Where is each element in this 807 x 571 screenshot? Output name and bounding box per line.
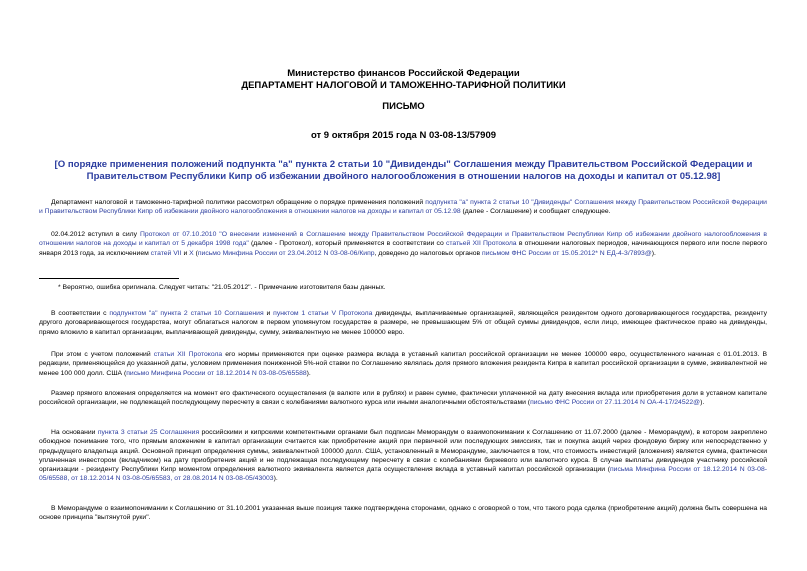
link-article-x[interactable]: X: [189, 249, 194, 257]
text: В соответствии с: [51, 310, 110, 317]
text: Размер прямого вложения определяется на момент его фактического осуществления (в валюте или в рублях) и равен сумме, фактически уплаченной на дату внесения вклада или приобретения доли в уставном капитале российской организации, не подлежащей последующему пересчету в связи с колебаниями валютного курса или иными аналогичными обстоятельствами (: [39, 390, 767, 407]
text: (: [193, 249, 198, 257]
text: в отношении налоговых периодов, начинающихся первого или после первого января 2013 года, за исключением: [39, 240, 767, 257]
link-agreement-article-10[interactable]: подпунктом "а" пункта 2 статьи 10 Соглашения: [109, 310, 264, 317]
document-type: ПИСЬМО: [382, 101, 425, 112]
footnote: * Вероятно, ошибка оригинала. Следует читать: "21.05.2012". - Примечание изготовителя базы данных.: [58, 284, 386, 291]
paragraph-investment-size: [39, 389, 767, 408]
link-article-vii[interactable]: статей VII: [150, 249, 182, 257]
text: ).: [273, 475, 278, 483]
link-protocol-article-xii-2[interactable]: статьи XII Протокола: [153, 351, 223, 358]
text: и: [263, 310, 274, 317]
paragraph-protocol: [39, 230, 767, 258]
paragraph-dividend-rate: [39, 309, 767, 337]
text: На основании: [51, 429, 98, 436]
link-minfin-letter-65588[interactable]: письмо Минфина России от 18.12.2014 N 03-08-05/65588: [126, 369, 307, 377]
text: его нормы применяются при оценке размера вклада в уставный капитал российской организации не менее 100000 евро, осуществленного начиная с 01.01.2013. В редакции, применяющейся до указанной даты, условием применения пониженной 5%-ной ставки по Соглашению являлась доля прямого вложения резидента Кипра в капитал российской организации в сумме, эквивалентной не менее 100 000 долл. США (: [39, 351, 767, 377]
footnote-divider: [39, 278, 179, 279]
paragraph-protocol-application: [39, 350, 767, 378]
document-title: [40, 159, 767, 183]
link-minfin-letter-2012[interactable]: письмо Минфина России от 23.04.2012 N 03-08-06/Кипр: [197, 249, 375, 257]
document-date-number: от 9 октября 2015 года N 03-08-13/57909: [310, 130, 497, 141]
paragraph-memorandum: [39, 428, 767, 484]
link-protocol-article-v[interactable]: пунктом 1 статьи V Протокола: [273, 310, 373, 317]
text: При этом с учетом положений: [51, 351, 154, 358]
text: и: [181, 249, 190, 257]
link-fns-letter-24522[interactable]: письмо ФНС России от 27.11.2014 N ОА-4-17/24522@: [530, 399, 701, 407]
ministry-name: Министерство финансов Российской Федерации: [287, 68, 520, 79]
paragraph-memorandum-2001: [39, 504, 767, 523]
link-fns-letter-2012[interactable]: письмом ФНС России от 15.05.2012* N ЕД-4-3/7893@: [482, 249, 652, 257]
link-minfin-letters-2014[interactable]: письма Минфина России от 18.12.2014 N 03-08-05/65588, от 18.12.2014 N 03-08-05/65583, от 28.08.2014 N 03-08-05/43003: [39, 466, 767, 483]
title-prefix: [О порядке применения положений: [54, 159, 227, 170]
link-agreement-subparagraph[interactable]: подпункта "а" пункта 2 статьи 10 "Дивиденды" Соглашения между Правительством Российской Федерации и Правительством Республики Кипр об избежании двойного налогообложения в отношении налогов на доходы и капитал от 05.12.98: [39, 199, 767, 216]
text: ).: [700, 399, 705, 407]
paragraph-intro: [39, 198, 767, 217]
text: российскими и кипрскими компетентными органами был подписан Меморандум о взаимопонимании к Соглашению от 11.07.2000 (далее - Меморандум), в котором закреплено обоюдное понимание того, что прямым вложением в капитал организации считается как приобретение акций при первичной или последующих эмиссиях, так и покупка акций через фондовую биржу или непосредственно у предыдущего владельца акций. Основной принцип определения суммы, эквивалентной 100000 долл. США, установленный в Меморандуме, заключается в том, что стоимость инвестиций (вложения) является сумма, фактически уплаченная инвестором (вкладчиком) на дату приобретения акций и не подлежащая последующему пересчету в связи с колебаниями биржевого или валютного курса. В случае выплаты дивидендов участнику российской организации - резиденту Республики Кипр моментом определения валютного эквивалента является дата осуществления вклада в уставный капитал российской организации (: [39, 429, 767, 474]
link-protocol[interactable]: Протокол от 07.10.2010 "О внесении изменений в Соглашение между Правительством Российской Федерации и Правительством Республики Кипр об избежании двойного налогообложения в отношении налогов на доходы и капитал от 5 декабря 1998 года": [39, 231, 767, 248]
text: (далее - Протокол), который применяется в соответствии со: [248, 240, 446, 248]
text: дивиденды, выплачиваемые организацией, являющейся резидентом одного договаривающегося государства, резиденту другого договаривающегося государства, могут облагаться налогом в первом упомянутом государстве в размере, не превышающем 5% от общей суммы дивидендов, если лицо, имеющее фактическое право на дивиденды, прямо вложило в капитал организации, выплачивающей дивиденды, сумму, эквивалентную не менее 100000 евро.: [39, 310, 768, 336]
text: Департамент налоговой и таможенно-тарифной политики рассмотрел обращение о порядке применения положений: [51, 199, 426, 206]
text: В Меморандуме о взаимопонимании к Соглашению от 31.10.2001 указанная выше позиция также подтверждена сторонами, однако с оговоркой о том, что такого рода сделка (приобретение акций) должна быть совершена на основе принципа "вытянутой руки".: [39, 505, 767, 522]
link-agreement-article-25[interactable]: пункта 3 статьи 25 Соглашения: [97, 429, 200, 436]
link-protocol-article-xii[interactable]: статьей XII Протокола: [446, 240, 517, 248]
text: ).: [306, 369, 311, 377]
text: (далее - Соглашение) и сообщает следующее.: [460, 208, 611, 216]
title-suffix: ]: [717, 171, 721, 182]
text: ).: [651, 249, 656, 257]
text: , доведено до налоговых органов: [374, 249, 483, 257]
department-name: ДЕПАРТАМЕНТ НАЛОГОВОЙ И ТАМОЖЕННО-ТАРИФНОЙ ПОЛИТИКИ: [241, 80, 566, 91]
text: 02.04.2012 вступил в силу: [51, 231, 140, 238]
title-link-agreement[interactable]: подпункта "а" пункта 2 статьи 10 "Дивиденды" Соглашения между Правительством Российской Федерации и Правительством Республики Кипр об избежании двойного налогообложения в отношении налогов на доходы и капитал от 05.12.98: [86, 159, 753, 182]
